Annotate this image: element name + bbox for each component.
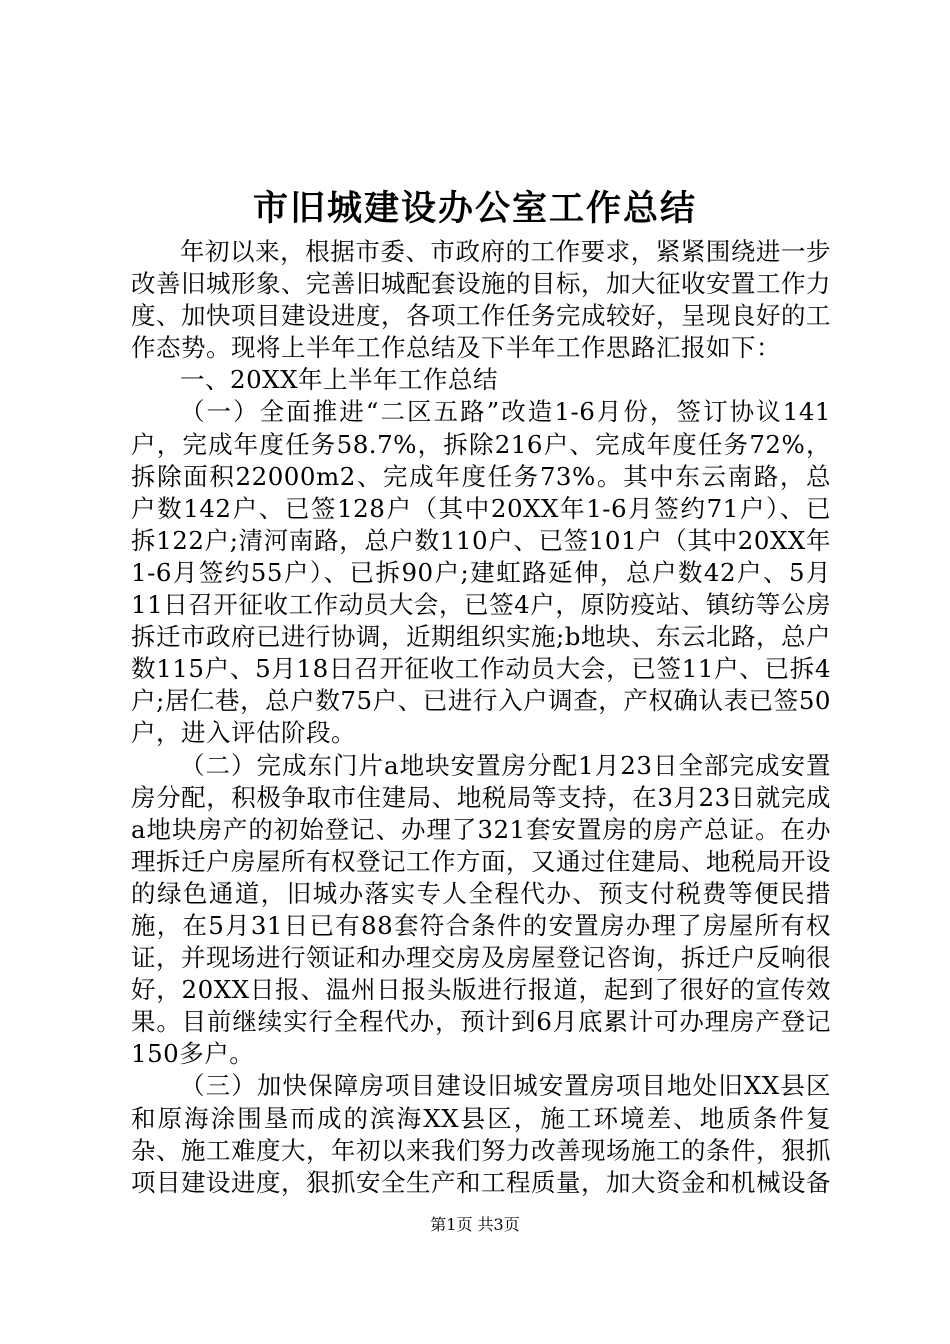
body-paragraph: （二）完成东门片a地块安置房分配1月23日全部完成安置房分配，积极争取市住建局、地税局等支持，在3月23日就完成a地块房产的初始登记、办理了321套安置房的房产总证。在办理拆迁户房屋所有权登记工作方面，又通过住建局、地税局开设的绿色通道，旧城办落实专人全程代办、预支付税费等便民措施，在5月31日已有88套符合条件的安置房办理了房屋所有权证，并现场进行领证和办理交房及房屋登记咨询，拆迁户反响很好，20XX日报、温州日报头版进行报道，起到了很好的宣传效果。目前继续实行全程代办，预计到6月底累计可办理房产登记150多户。 xyxy=(131,750,831,1069)
intro-paragraph: 年初以来，根据市委、市政府的工作要求，紧紧围绕进一步改善旧城形象、完善旧城配套设施的目标，加大征收安置工作力度、加快项目建设进度，各项工作任务完成较好，呈现良好的工作态势。现将上半年工作总结及下半年工作思路汇报如下： xyxy=(131,237,831,363)
page-number: 第1页 共3页 xyxy=(430,1215,520,1234)
page-title: 市旧城建设办公室工作总结 xyxy=(252,188,697,229)
body-paragraph: （三）加快保障房项目建设旧城安置房项目地处旧XX县区和原海涂围垦而成的滨海XX县区，施工环境差、地质条件复杂、施工难度大，年初以来我们努力改善现场施工的条件，狠抓项目建设进度，狠抓安全生产和工程质量，加大资金和机械设备 xyxy=(131,1071,831,1197)
body-paragraph: （一）全面推进“二区五路”改造1-6月份，签订协议141户，完成年度任务58.7%，拆除216户、完成年度任务72%，拆除面积22000m2、完成年度任务73%。其中东云南路，总户数142户、已签128户（其中20XX年1-6月签约71户）、已拆122户;清河南路，总户数110户、已签101户（其中20XX年1-6月签约55户）、已拆90户;建虹路延伸，总户数42户、5月11日召开征收工作动员大会，已签4户，原防疫站、镇纺等公房拆迁市政府已进行协调，近期组织实施;b地块、东云北路，总户数115户、5月18日召开征收工作动员大会，已签11户、已拆4户;居仁巷，总户数75户、已进行入户调查，产权确认表已签50户，进入评估阶段。 xyxy=(131,397,831,748)
document-body xyxy=(131,236,831,1199)
section-heading: 一、20XX年上半年工作总结 xyxy=(180,365,499,395)
